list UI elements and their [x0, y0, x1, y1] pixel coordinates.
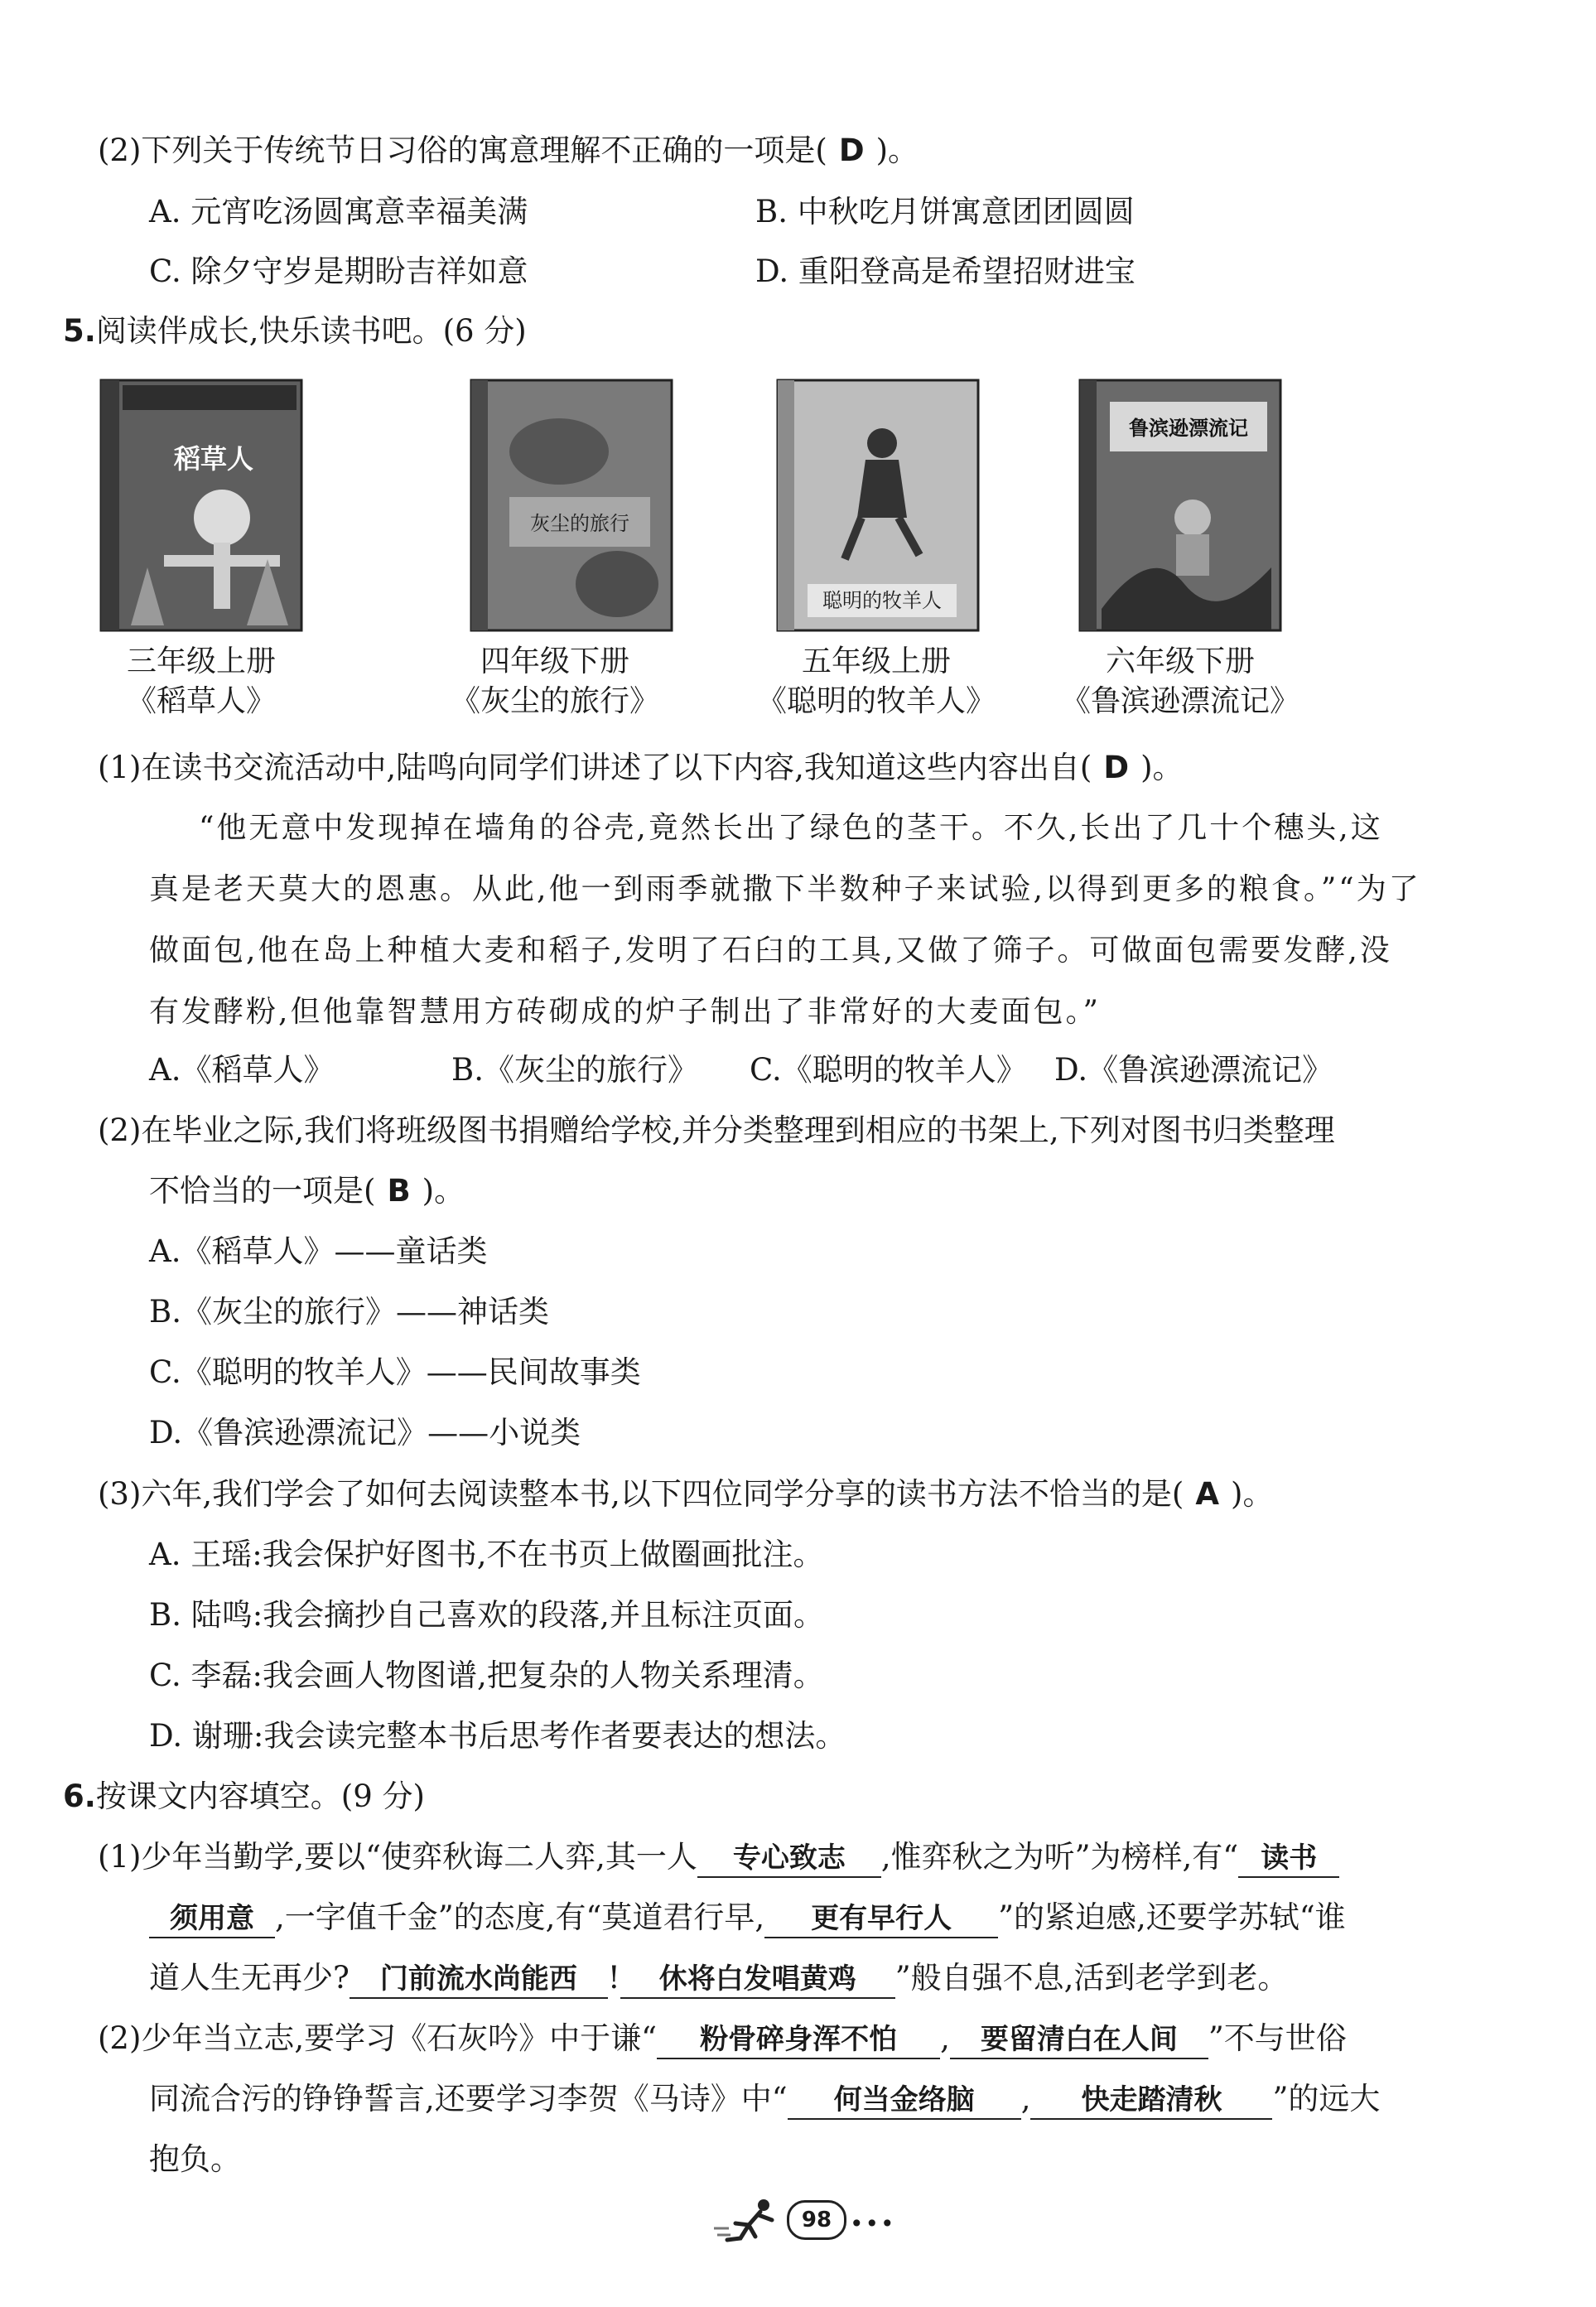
- q5-sub2-option-a: A.《稻草人》——童话类: [149, 1233, 488, 1269]
- q4-option-b: B. 中秋吃月饼寓意团团圆圆: [755, 194, 1135, 229]
- q5-sub1-option-a: A.《稻草人》: [149, 1052, 335, 1088]
- q5-sub1-option-b: B.《灰尘的旅行》: [451, 1052, 698, 1088]
- book-cover-clever-shepherd-image: [774, 377, 981, 634]
- q6-sub2-line1: (2)少年当立志,要学习《石灰吟》中于谦“ 粉骨碎身浑不怕 , 要留清白在人间 ”不与世俗: [98, 2019, 1347, 2059]
- running-figure-icon: [712, 2195, 787, 2245]
- book-grade: 四年级下册: [480, 644, 629, 678]
- q6-sub1-line2: 须用意 ,一字值千金”的态度,有“莫道君行早, 更有早行人 ”的紧迫感,还要学苏轼“谁: [149, 1898, 1346, 1938]
- book-caption-dust-journey: [398, 642, 712, 722]
- fill-blank: 何当金络脑: [788, 2082, 1021, 2120]
- q4-sub2-question: (2)下列关于传统节日习俗的寓意理解不正确的一项是( D )。: [98, 133, 919, 168]
- book-cover-scarecrow-image: [98, 377, 305, 634]
- q5-sub2-line1: (2)在毕业之际,我们将班级图书捐赠给学校,并分类整理到相应的书架上,下列对图书归类整理: [98, 1112, 1335, 1148]
- book-title: 《鲁滨逊漂流记》: [1060, 684, 1299, 718]
- book-caption-robinson-crusoe: [1023, 642, 1338, 722]
- q6-sub1-line1: (1)少年当勤学,要以“使弈秋诲二人弈,其一人 专心致志 ,惟弈秋之为听”为榜样,有“ 读书: [98, 1837, 1339, 1878]
- q5-sub1-question: (1)在读书交流活动中,陆鸣向同学们讲述了以下内容,我知道这些内容出自( D )。: [98, 750, 1184, 785]
- q5-sub2-option-c: C.《聪明的牧羊人》——民间故事类: [149, 1354, 641, 1390]
- q5-sub3-option-c: C. 李磊:我会画人物图谱,把复杂的人物关系理清。: [149, 1658, 824, 1693]
- q5-sub1-option-c: C.《聪明的牧羊人》: [750, 1052, 1027, 1088]
- book-cover-robinson-crusoe: [1077, 377, 1284, 634]
- q4-option-d: D. 重阳登高是希望招财进宝: [755, 253, 1136, 289]
- q5-sub3-option-b: B. 陆鸣:我会摘抄自己喜欢的段落,并且标注页面。: [149, 1597, 824, 1633]
- book-title: 《稻草人》: [126, 684, 276, 718]
- book-cover-dust-journey: [468, 377, 675, 634]
- book-cover-robinson-crusoe-image: [1077, 377, 1284, 634]
- page-footer: [712, 2195, 911, 2245]
- q6-heading: 6.按课文内容填空。(9 分): [63, 1779, 425, 1814]
- fill-blank: 粉骨碎身浑不怕: [657, 2021, 940, 2059]
- fill-blank: 专心致志: [697, 1840, 881, 1878]
- book-caption-scarecrow: [44, 642, 359, 722]
- q5-sub1-option-d: D.《鲁滨逊漂流记》: [1054, 1052, 1333, 1088]
- book-cover-dust-journey-title: 灰尘的旅行: [530, 512, 629, 535]
- fill-blank: 更有早行人: [764, 1900, 998, 1938]
- q5-sub2-question: 不恰当的一项是( B )。: [149, 1173, 465, 1209]
- fill-blank: 休将白发唱黄鸡: [620, 1961, 895, 1999]
- book-cover-clever-shepherd: [774, 377, 981, 634]
- book-cover-robinson-crusoe-title: 鲁滨逊漂流记: [1129, 417, 1248, 440]
- passage-line-4: 有发酵粉,但他靠智慧用方砖砌成的炉子制出了非常好的大麦面包。”: [149, 995, 1101, 1029]
- q4-option-a: A. 元宵吃汤圆寓意幸福美满: [149, 194, 528, 229]
- book-grade: 三年级上册: [126, 644, 276, 678]
- page-number: 98: [787, 2200, 846, 2240]
- book-title: 《聪明的牧羊人》: [756, 684, 996, 718]
- fill-blank: 读书: [1238, 1840, 1339, 1878]
- q5-sub3-option-a: A. 王瑶:我会保护好图书,不在书页上做圈画批注。: [149, 1537, 824, 1572]
- q5-sub2-option-b: B.《灰尘的旅行》——神话类: [149, 1294, 549, 1330]
- book-grade: 五年级上册: [801, 644, 951, 678]
- q6-sub1-line3: 道人生无再少? 门前流水尚能西 ! 休将白发唱黄鸡 ”般自强不息,活到老学到老。: [149, 1958, 1288, 1999]
- footer-dots: •••: [850, 2210, 896, 2237]
- fill-blank: 要留清白在人间: [950, 2021, 1208, 2059]
- q4-option-c: C. 除夕守岁是期盼吉祥如意: [149, 253, 528, 289]
- book-grade: 六年级下册: [1105, 644, 1255, 678]
- book-cover-scarecrow-title: 稻草人: [173, 443, 254, 475]
- book-cover-scarecrow: [98, 377, 305, 634]
- book-cover-clever-shepherd-title: 聪明的牧羊人: [822, 589, 942, 612]
- q6-sub2-line3: 抱负。: [149, 2141, 241, 2177]
- fill-blank: 门前流水尚能西: [350, 1961, 608, 1999]
- book-title: 《灰尘的旅行》: [450, 684, 659, 718]
- q5-heading: 5.阅读伴成长,快乐读书吧。(6 分): [63, 313, 527, 349]
- q4-sub2-answer: D: [838, 133, 865, 168]
- q5-sub2-answer: B: [387, 1173, 411, 1209]
- q5-sub1-answer: D: [1103, 750, 1130, 785]
- passage-line-1: “他无意中发现掉在墙角的谷壳,竟然长出了绿色的茎干。不久,长出了几十个穗头,这: [199, 811, 1383, 845]
- book-cover-dust-journey-image: [468, 377, 675, 634]
- q6-sub2-line2: 同流合污的铮铮誓言,还要学习李贺《马诗》中“ 何当金络脑 , 快走踏清秋 ”的远大: [149, 2079, 1380, 2120]
- fill-blank: 须用意: [149, 1900, 275, 1938]
- passage-line-3: 做面包,他在岛上种植大麦和稻子,发明了石臼的工具,又做了筛子。可做面包需要发酵,没: [149, 934, 1392, 968]
- fill-blank: 快走踏清秋: [1030, 2082, 1272, 2120]
- passage-line-2: 真是老天莫大的恩惠。从此,他一到雨季就撒下半数种子来试验,以得到更多的粮食。”“为了: [149, 872, 1421, 906]
- q5-sub3-question: (3)六年,我们学会了如何去阅读整本书,以下四位同学分享的读书方法不恰当的是( A )。: [98, 1476, 1274, 1512]
- q5-sub3-answer: A: [1195, 1476, 1220, 1512]
- q5-sub3-option-d: D. 谢珊:我会读完整本书后思考作者要表达的想法。: [149, 1718, 846, 1754]
- q5-sub2-option-d: D.《鲁滨逊漂流记》——小说类: [149, 1415, 581, 1450]
- book-caption-clever-shepherd: [719, 642, 1034, 722]
